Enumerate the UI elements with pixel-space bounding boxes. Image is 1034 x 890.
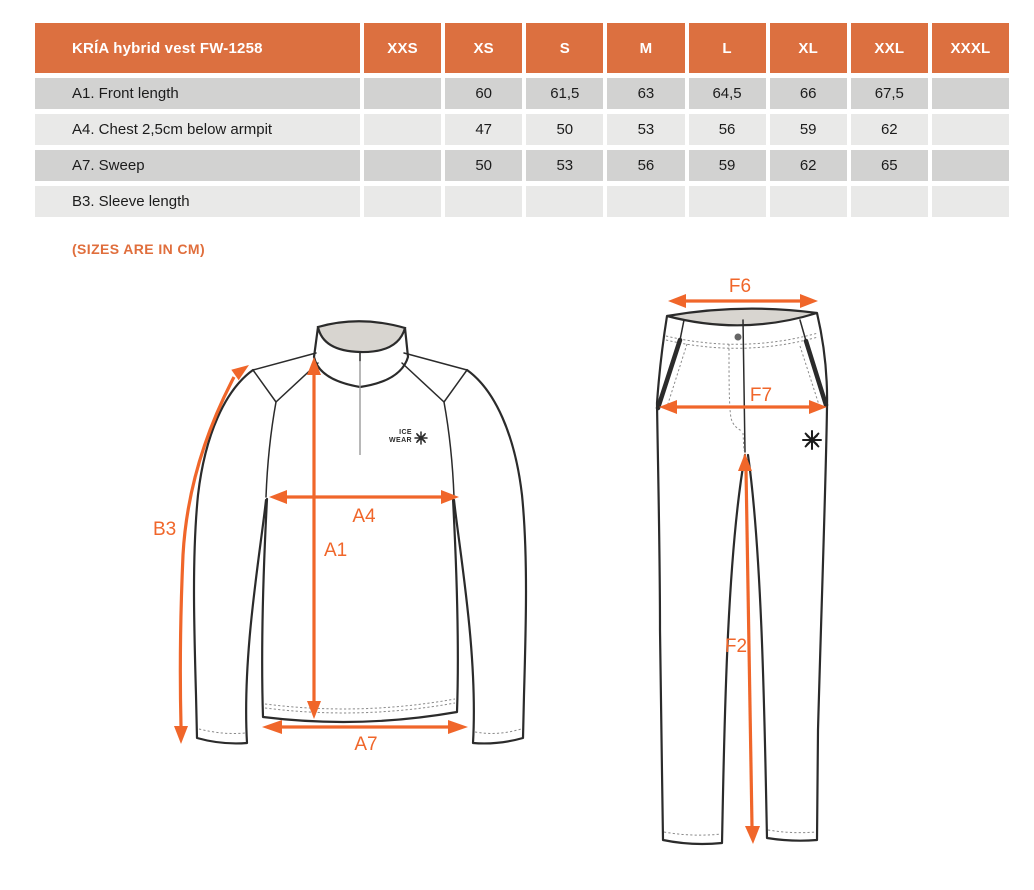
size-table (35, 23, 1009, 217)
waist-label: F6 (728, 276, 752, 297)
value-cell: 62 (770, 150, 847, 181)
size-column-header: XXS (364, 23, 441, 73)
value-cell: 53 (526, 150, 603, 181)
value-cell: 64,5 (689, 78, 766, 109)
value-cell (526, 186, 603, 217)
value-cell: 56 (689, 114, 766, 145)
front-length-label: A1 (324, 540, 348, 561)
collar-opening (318, 321, 405, 352)
snowflake-icon (415, 432, 427, 444)
value-cell: 47 (445, 114, 522, 145)
value-cell: 59 (689, 150, 766, 181)
value-cell (932, 186, 1009, 217)
snowflake-icon (803, 431, 821, 449)
waist-opening (667, 309, 817, 326)
sizes-unit-note: (SIZES ARE IN CM) (72, 241, 206, 257)
value-cell (851, 186, 928, 217)
size-column-header: XXXL (932, 23, 1009, 73)
sleeve-length-arrow (174, 365, 249, 744)
value-cell: 56 (607, 150, 684, 181)
size-column-header: L (689, 23, 766, 73)
top-garment-diagram (130, 295, 570, 770)
value-cell: 65 (851, 150, 928, 181)
row-label-cell: B3. Sleeve length (35, 186, 360, 217)
value-cell (932, 150, 1009, 181)
sleeve-length-label: B3 (153, 519, 177, 540)
icewear-logo (389, 429, 427, 444)
sweep-label: A7 (354, 734, 378, 755)
table-title-cell: KRÍA hybrid vest FW-1258 (35, 23, 360, 73)
value-cell (932, 114, 1009, 145)
waist-button (735, 334, 742, 341)
value-cell (689, 186, 766, 217)
hip-label: F7 (749, 385, 773, 406)
chest-label: A4 (352, 506, 376, 527)
size-column-header: M (607, 23, 684, 73)
value-cell: 50 (445, 150, 522, 181)
value-cell (932, 78, 1009, 109)
value-cell: 63 (607, 78, 684, 109)
value-cell: 61,5 (526, 78, 603, 109)
size-column-header: S (526, 23, 603, 73)
value-cell (770, 186, 847, 217)
row-label-cell: A4. Chest 2,5cm below armpit (35, 114, 360, 145)
pants-diagram (630, 270, 1034, 882)
value-cell (364, 114, 441, 145)
value-cell (607, 186, 684, 217)
value-cell (445, 186, 522, 217)
inseam-label: F2 (724, 636, 748, 657)
value-cell: 59 (770, 114, 847, 145)
logo-text-line1: ICE (399, 429, 412, 436)
value-cell: 62 (851, 114, 928, 145)
logo-text-line2: WEAR (389, 437, 412, 444)
value-cell (364, 78, 441, 109)
front-length-arrow (307, 357, 321, 719)
row-label-cell: A1. Front length (35, 78, 360, 109)
value-cell: 66 (770, 78, 847, 109)
size-column-header: XL (770, 23, 847, 73)
row-label-cell: A7. Sweep (35, 150, 360, 181)
value-cell (364, 150, 441, 181)
size-column-header: XXL (851, 23, 928, 73)
value-cell (364, 186, 441, 217)
hip-arrow (659, 400, 827, 414)
value-cell: 53 (607, 114, 684, 145)
fly-line (743, 320, 745, 452)
value-cell: 67,5 (851, 78, 928, 109)
chest-arrow (269, 490, 459, 504)
value-cell: 50 (526, 114, 603, 145)
value-cell: 60 (445, 78, 522, 109)
size-column-header: XS (445, 23, 522, 73)
